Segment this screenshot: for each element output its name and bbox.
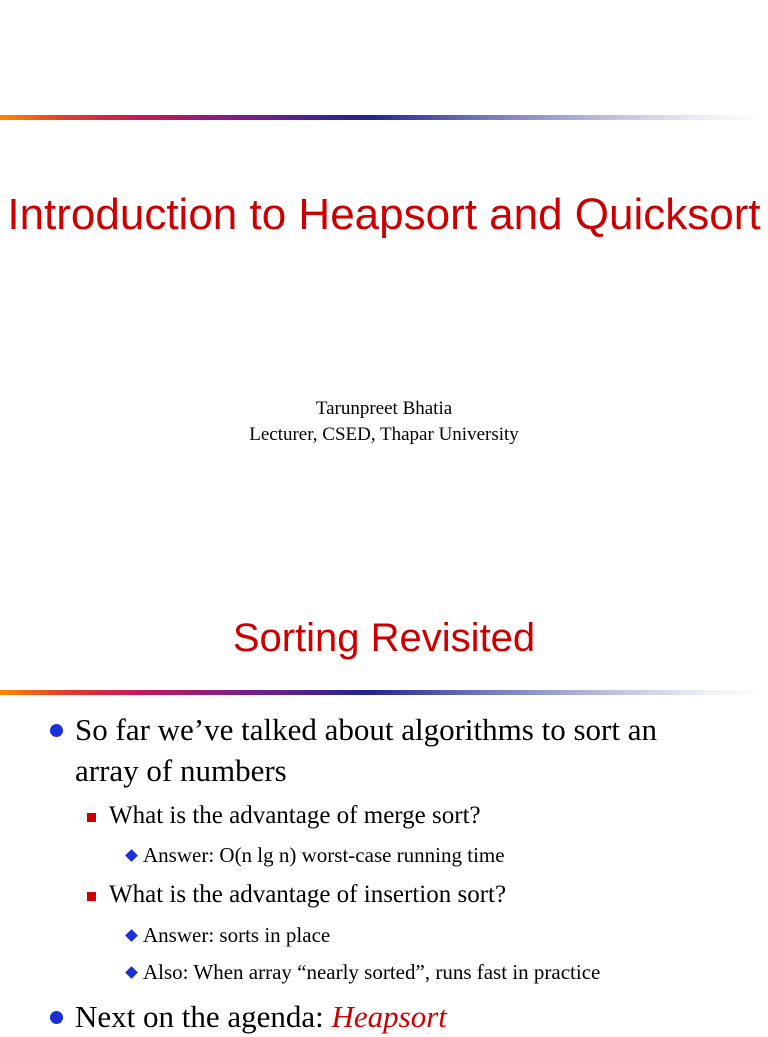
- slide2-title: Sorting Revisited: [232, 616, 536, 660]
- sub2-also: Also: When array “nearly sorted”, runs fast in practice: [143, 960, 601, 984]
- blue-diamond-bullet-icon: [125, 849, 138, 862]
- bullet2-emphasis: Heapsort: [331, 999, 447, 1034]
- author-block: [0, 396, 768, 448]
- top-gradient-bar: [0, 115, 768, 120]
- bullet2-line: [75, 997, 447, 1037]
- author-name: Tarunpreet Bhatia: [315, 398, 453, 419]
- sub1-text: What is the advantage of merge sort?: [109, 802, 481, 829]
- second-gradient-bar: [0, 690, 768, 695]
- slide1-title: Introduction to Heapsort and Quicksort: [7, 190, 761, 239]
- blue-diamond-bullet-icon: [125, 929, 138, 942]
- red-square-bullet-icon: [87, 892, 96, 901]
- sub2-text: What is the advantage of insertion sort?: [109, 881, 507, 908]
- bullet1-line2: array of numbers: [75, 753, 287, 788]
- blue-diamond-bullet-icon: [125, 966, 138, 979]
- bullet2-prefix: Next on the agenda:: [75, 999, 332, 1034]
- bullet1-line1: So far we’ve talked about algorithms to sort an: [75, 712, 657, 747]
- red-square-bullet-icon: [87, 813, 96, 822]
- blue-circle-bullet-icon: [50, 1011, 63, 1024]
- author-affiliation: Lecturer, CSED, Thapar University: [249, 424, 519, 445]
- sub2-answer: Answer: sorts in place: [143, 923, 331, 947]
- sub1-answer: Answer: O(n lg n) worst-case running time: [143, 843, 505, 867]
- blue-circle-bullet-icon: [50, 724, 63, 737]
